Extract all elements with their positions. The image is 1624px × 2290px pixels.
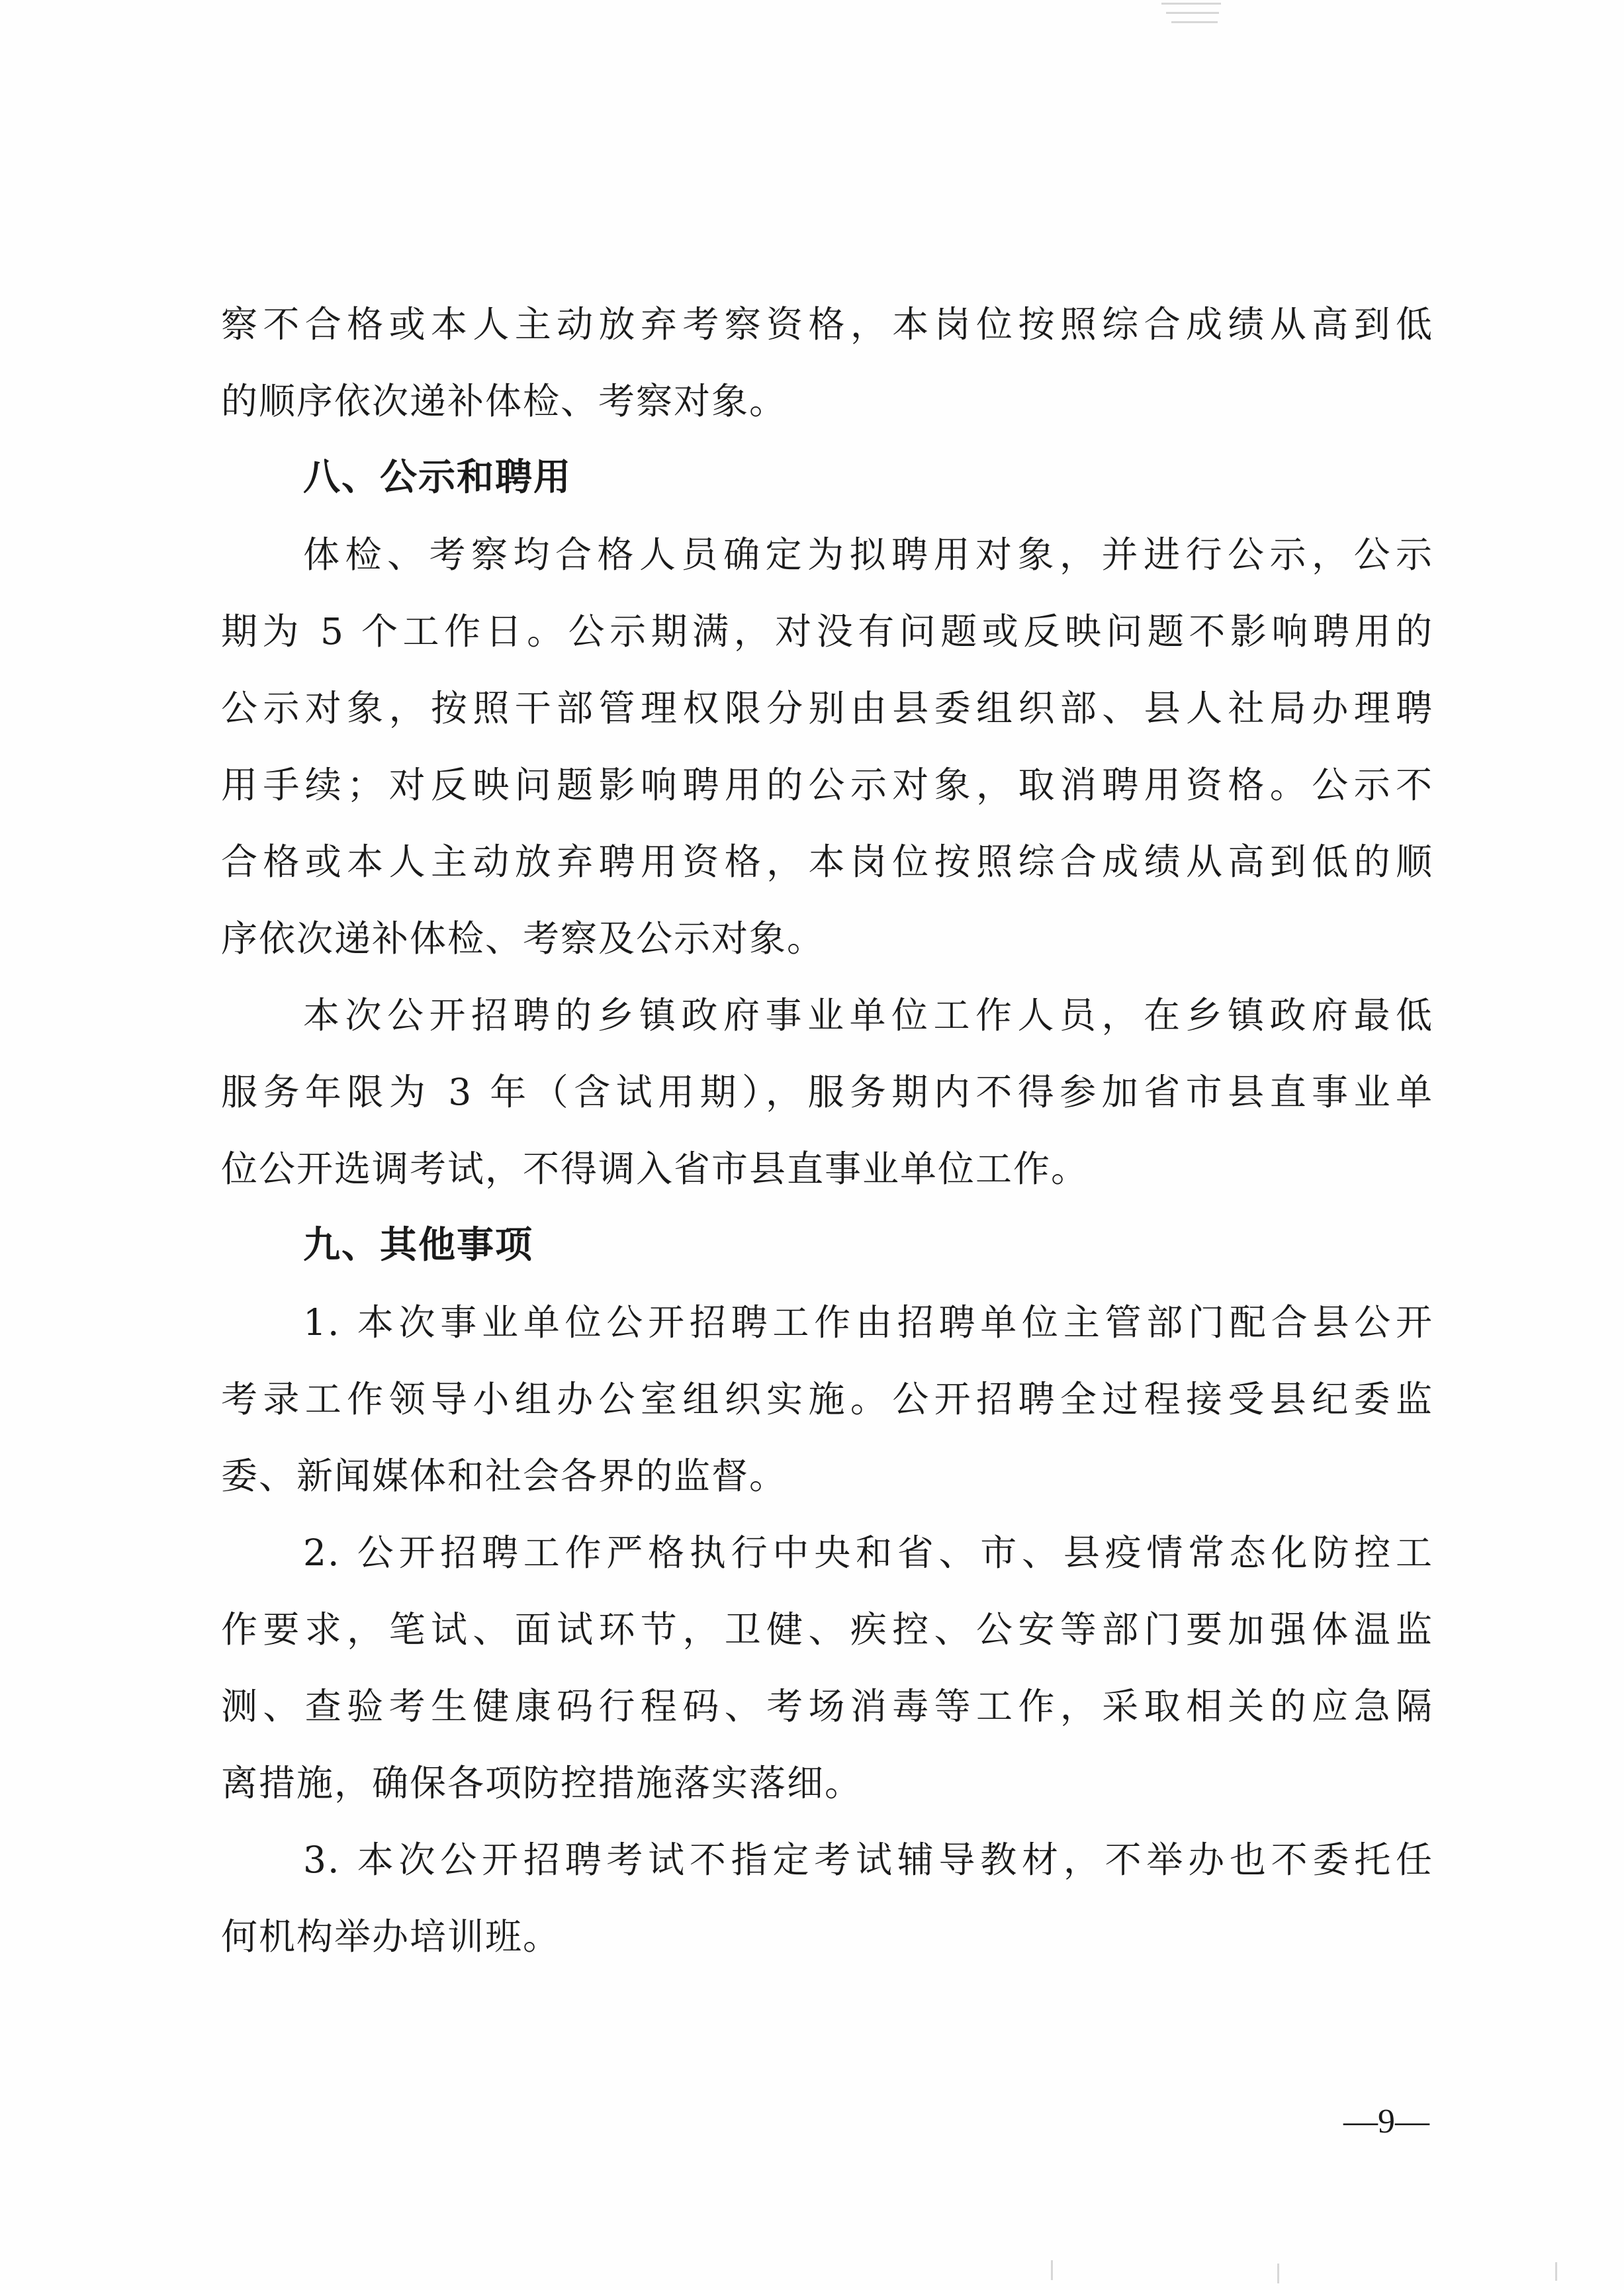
text-line: 服务年限为 3 年（含试用期），服务期内不得参加省市县直事业单 [221, 1071, 1433, 1113]
page-number: —9— [1343, 2103, 1429, 2140]
text-line: 期为 5 个工作日。公示期满，对没有问题或反映问题不影响聘用的 [221, 610, 1433, 653]
paragraph [221, 1821, 1433, 1975]
text-line: 体检、考察均合格人员确定为拟聘用对象，并进行公示，公示 [303, 533, 1433, 576]
text-line: 的顺序依次递补体检、考察对象。 [221, 380, 788, 422]
text-line: 1. 本次事业单位公开招聘工作由招聘单位主管部门配合县公开 [303, 1301, 1433, 1344]
document-body [221, 286, 1433, 1975]
text-line: 作要求，笔试、面试环节，卫健、疾控、公安等部门要加强体温监 [221, 1608, 1433, 1651]
paragraph [221, 286, 1433, 439]
text-line: 本次公开招聘的乡镇政府事业单位工作人员，在乡镇政府最低 [303, 994, 1433, 1036]
text-line: 位公开选调考试，不得调入省市县直事业单位工作。 [221, 1148, 1089, 1190]
scan-artifact-top [1166, 12, 1219, 14]
text-line: 委、新闻媒体和社会各界的监督。 [221, 1455, 788, 1497]
text-line: 2. 公开招聘工作严格执行中央和省、市、县疫情常态化防控工 [303, 1532, 1433, 1574]
text-line: 用手续；对反映问题影响聘用的公示对象，取消聘用资格。公示不 [221, 764, 1433, 806]
scan-artifact-top [1171, 21, 1218, 23]
paragraph [221, 516, 1433, 977]
section-heading: 九、其他事项 [303, 1224, 533, 1267]
text-line: 合格或本人主动放弃聘用资格，本岗位按照综合成绩从高到低的顺 [221, 841, 1433, 883]
text-line: 离措施，确保各项防控措施落实落细。 [221, 1762, 863, 1804]
text-line: 公示对象，按照干部管理权限分别由县委组织部、县人社局办理聘 [221, 687, 1433, 729]
paragraph [221, 1514, 1433, 1821]
paragraph [221, 977, 1433, 1207]
scan-artifact-top [1161, 3, 1221, 5]
text-line: 考录工作领导小组办公室组织实施。公开招聘全过程接受县纪委监 [221, 1378, 1433, 1420]
scan-artifact-bottom [1277, 2264, 1279, 2283]
scan-artifact-bottom [1555, 2262, 1557, 2281]
text-line: 测、查验考生健康码行程码、考场消毒等工作，采取相关的应急隔 [221, 1685, 1433, 1727]
text-line: 何机构举办培训班。 [221, 1915, 561, 1958]
text-line: 察不合格或本人主动放弃考察资格，本岗位按照综合成绩从高到低 [221, 303, 1433, 345]
paragraph [221, 1284, 1433, 1514]
scan-artifact-bottom [1051, 2260, 1053, 2280]
text-line: 3. 本次公开招聘考试不指定考试辅导教材，不举办也不委托任 [303, 1839, 1433, 1881]
section-heading: 八、公示和聘用 [303, 456, 572, 499]
text-line: 序依次递补体检、考察及公示对象。 [221, 917, 825, 960]
